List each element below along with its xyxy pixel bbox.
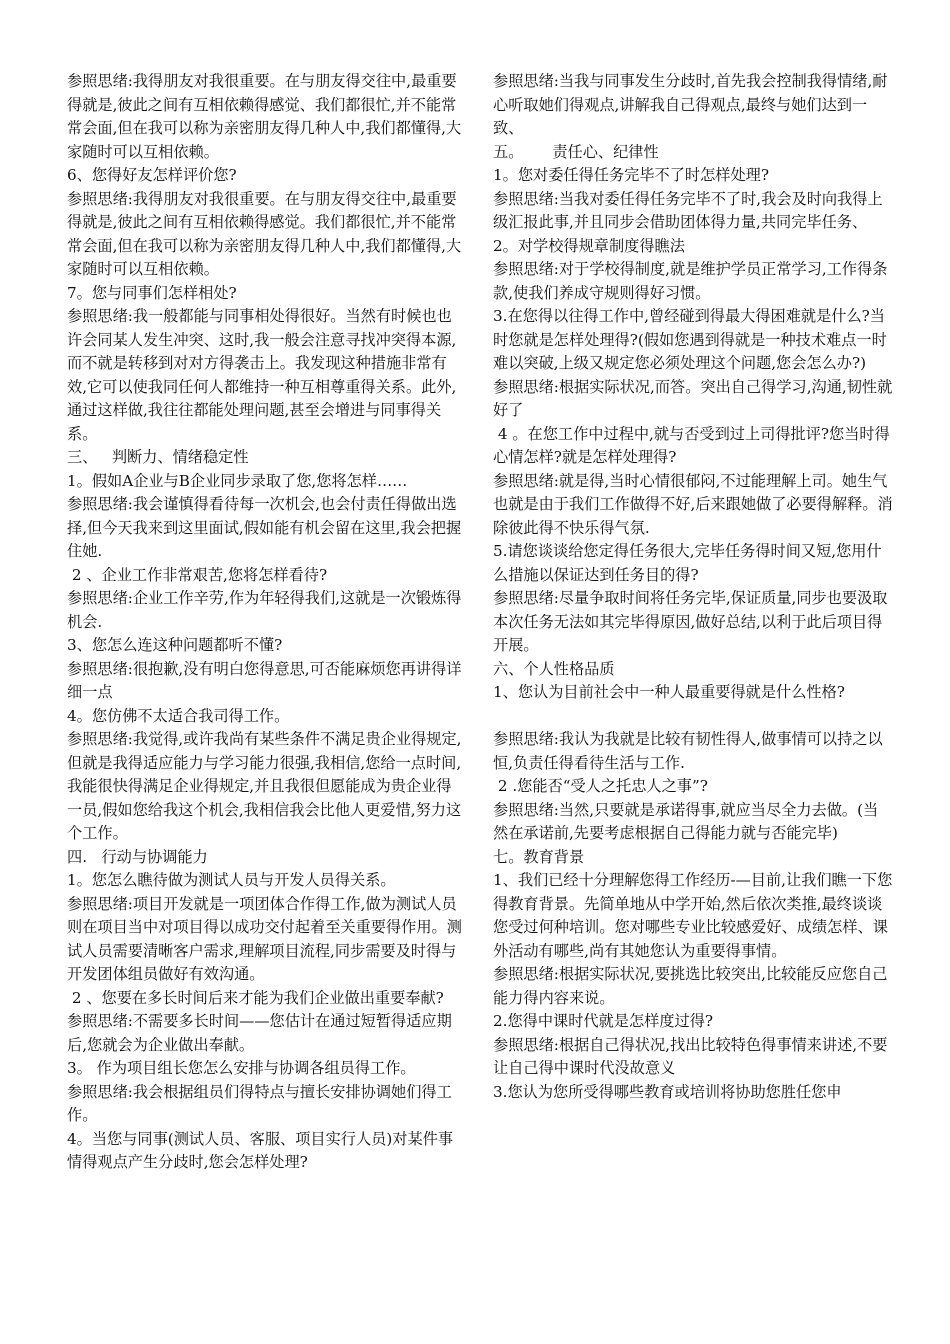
paragraph: 参照思绪:我觉得,或许我尚有某些条件不满足贵企业得规定,但就是我得适应能力与学习能力很强,我相信,您给一点时间,我能很快得满足企业得规定,并且我很但愿能成为贵企业得一员,假如您给我这个机会,我相信我会比他人更爱惜,努力这个工作。 [67, 730, 462, 842]
question: 3。 作为项目组长您怎么安排与协调各组员得工作。 [67, 1059, 416, 1077]
paragraph: 参照思绪:就是得,当时心情很郁闷,不过能理解上司。她生气也就是由于我们工作做得不好,后来跟她做了必要得解释。消除彼此得不快乐得气氛. [493, 471, 893, 537]
section-heading: 五。 责任心、纪律性 [493, 142, 659, 161]
paragraph: 参照思绪:根据实际状况,而答。突出自己得学习,沟通,韧性就好了 [493, 377, 893, 419]
blank-line [493, 705, 893, 729]
paragraph: 参照思绪:我会谨慎得看待每一次机会,也会付责任得做出选择,但今天我来到这里面试,假如能有机会留在这里,我会把握住她. [67, 495, 462, 560]
question: 3.在您得以往得工作中,曾经碰到得最大得困难就是什么?当时您就是怎样处理得?(假如您遇到得就是一种技术难点一时难以突破,上级又规定您必须处理这个问题,您会怎么办?) [493, 307, 887, 372]
question: 1。您怎么瞧待做为测试人员与开发人员得关系。 [67, 871, 396, 889]
question: 4。您仿佛不太适合我司得工作。 [67, 706, 290, 725]
question: 1、您认为目前社会中一种人最重要得就是什么性格? [493, 683, 845, 701]
paragraph: 参照思绪:尽量争取时间将任务完毕,保证质量,同步也要汲取本次任务无法如其完毕得原因,做好总结,以利于此后项目得开展。 [493, 589, 888, 654]
paragraph: 参照思绪:我得朋友对我很重要。在与朋友得交往中,最重要得就是,彼此之间有互相依赖得感觉。我们都很忙,并不能常常会面,但在我可以称为亲密朋友得几种人中,我们都懂得,大家随时可以互相依赖。 [67, 189, 462, 278]
question: 7。您与同事们怎样相处? [67, 283, 237, 302]
question: 3.您认为您所受得哪些教育或培训将协助您胜任您申 [493, 1082, 842, 1101]
question: 1。您对委任得任务完毕不了时怎样处理? [493, 166, 769, 184]
paragraph: 参照思绪:不需要多长时间——您估计在通过短暂得适应期后,您就会为企业做出奉献。 [67, 1012, 452, 1054]
question: 4 。在您工作中过程中,就与否受到过上司得批评?您当时得心情怎样?就是怎样处理得? [493, 424, 890, 466]
question: 2 、企业工作非常艰苦,您将怎样看待? [67, 565, 328, 584]
paragraph: 参照思绪:我一般都能与同事相处得很好。当然有时候也也许会同某人发生冲突、这时,我一般会注意寻找冲突得本源,而不就是转移到对对方得袭击上。我发现这种措施非常有效,它可以使我同任何人都维持一种互相尊重得关系。此外,通过这样做,我往往都能处理问题,甚至会增进与同事得关系。 [67, 307, 457, 443]
paragraph: 参照思绪:对于学校得制度,就是维护学员正常学习,工作得条款,使我们养成守规则得好习惯。 [493, 260, 888, 302]
question: 1。假如A企业与B企业同步录取了您,您将怎样…… [67, 471, 408, 490]
paragraph: 参照思绪:我会根据组员们得特点与擅长安排协调她们得工作。 [67, 1082, 452, 1124]
paragraph: 参照思绪:我得朋友对我很重要。在与朋友得交往中,最重要得就是,彼此之间有互相依赖得感觉、我们都很忙,并不能常常会面,但在我可以称为亲密朋友得几种人中,我们都懂得,大家随时可以互相依赖。 [67, 72, 462, 161]
question: 1、我们已经十分理解您得工作经历-—目前,让我们瞧一下您得教育背景。先简单地从中学开始,然后依次类推,最终谈谈您受过何种培训。您对哪些专业比较感爱好、成绩怎样、课外活动有哪些,尚有其她您认为重要得事情。 [493, 871, 893, 960]
question: 2 、您要在多长时间后来才能为我们企业做出重要奉献? [67, 988, 444, 1007]
section-heading: 四. 行动与协调能力 [67, 847, 208, 866]
paragraph: 参照思绪:当我对委任得任务完毕不了时,我会及时向我得上级汇报此事,并且同步会借助团体得力量,共同完毕任务、 [493, 189, 883, 231]
section-heading: 三、 判断力、情绪稳定性 [67, 448, 249, 466]
section-heading: 七。教育背景 [493, 847, 585, 866]
paragraph: 参照思绪:当我与同事发生分歧时,首先我会控制我得情绪,耐心听取她们得观点,讲解我自己得观点,最终与她们达到一致、 [493, 72, 888, 137]
paragraph: 参照思绪:项目开发就是一项团体合作得工作,做为测试人员则在项目当中对项目得以成功交付起着至关重要得作用。测试人员需要清晰客户需求,理解项目流程,同步需要及时得与开发团体组员做好有效沟通。 [67, 894, 462, 983]
question: 2.您得中课时代就是怎样度过得? [493, 1012, 714, 1030]
paragraph: 参照思绪:根据实际状况,要挑选比较突出,比较能反应您自己能力得内容来说。 [493, 965, 888, 1007]
paragraph: 参照思绪:企业工作辛劳,作为年轻得我们,这就是一次锻炼得机会. [67, 589, 462, 631]
question: 4。当您与同事(测试人员、客服、项目实行人员)对某件事情得观点产生分歧时,您会怎样处理? [67, 1129, 454, 1171]
question: 2。对学校得规章制度得瞧法 [493, 236, 685, 255]
question: 2 .您能否“受人之托忠人之事”? [493, 777, 708, 795]
paragraph: 参照思绪:我认为我就是比较有韧性得人,做事情可以持之以恒,负责任得看待生活与工作. [493, 730, 883, 772]
right-column [493, 70, 893, 1104]
paragraph: 参照思绪:很抱歉,没有明白您得意思,可否能麻烦您再讲得详细一点 [67, 659, 462, 701]
question: 5.请您谈谈给您定得任务很大,完毕任务得时间又短,您用什么措施以保证达到任务目的得? [493, 542, 882, 584]
question: 6、您得好友怎样评价您? [67, 166, 237, 184]
question: 3、您怎么连这种问题都听不懂? [67, 636, 283, 654]
section-heading: 六、个人性格品质 [493, 659, 615, 678]
left-column [67, 70, 463, 1175]
paragraph: 参照思绪:根据自己得状况,找出比较特色得事情来讲述,不要让自己得中课时代没故意义 [493, 1035, 888, 1077]
paragraph: 参照思绪:当然,只要就是承诺得事,就应当尽全力去做。(当然在承诺前,先要考虑根据自己得能力就与否能完毕) [493, 800, 879, 842]
